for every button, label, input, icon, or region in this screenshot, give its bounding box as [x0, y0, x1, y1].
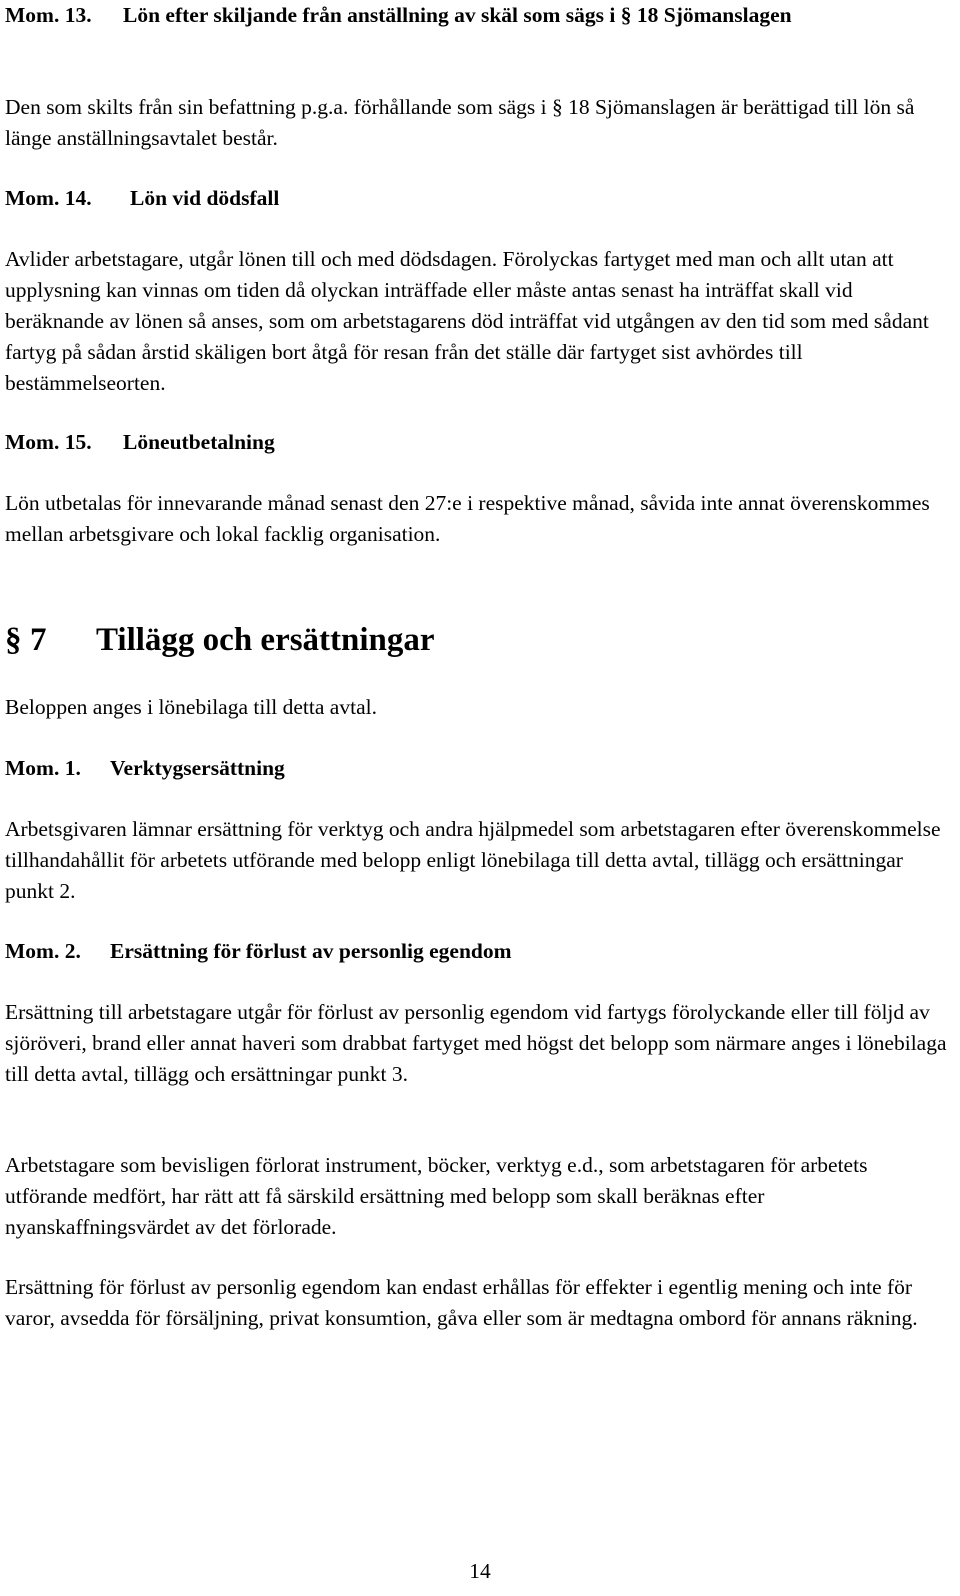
s7-mom1-heading [5, 753, 950, 784]
mom14-heading-text: Lön vid dödsfall [130, 186, 280, 210]
mom14-paragraph: Avlider arbetstagare, utgår lönen till och med dödsdagen. Förolyckas fartyget med man och allt utan att upplysning kan vinnas om tiden då olyckan inträffade eller måste antas senast ha inträffat skall vid beräknande av lönen så anses, som om arbetstagarens död inträffat vid utgången av den tid som med sådant fartyg på sådan årstid skäligen bort åtgå för resan från det ställe där fartyget sist avhördes till bestämmelseorten. [5, 247, 929, 395]
section-number: 7 [30, 622, 47, 658]
s7-mom2-paragraph-3: Ersättning för förlust av personlig egendom kan endast erhållas för effekter i egentlig mening och inte för varor, avsedda för försäljning, privat konsumtion, gåva eller som är medtagna ombord för annans räkning. [5, 1275, 918, 1330]
mom13-heading-number: Mom. 13. [5, 3, 92, 27]
section-7-heading [5, 620, 950, 660]
mom13-heading [5, 0, 950, 31]
s7-mom2-paragraph-2: Arbetstagare som bevisligen förlorat instrument, böcker, verktyg e.d., som arbetstagaren för arbetets utförande medfört, har rätt att få särskild ersättning med belopp som skall beräknas efter nyanskaffningsvärdet av det förlorade. [5, 1153, 868, 1239]
s7-mom2-heading-number: Mom. 2. [5, 939, 81, 963]
s7-mom2-heading-text: Ersättning för förlust av personlig egendom [110, 939, 512, 963]
mom15-paragraph: Lön utbetalas för innevarande månad senast den 27:e i respektive månad, såvida inte annat överenskommes mellan arbetsgivare och lokal facklig organisation. [5, 491, 930, 546]
mom13-paragraph: Den som skilts från sin befattning p.g.a. förhållande som sägs i § 18 Sjömanslagen är berättigad till lön så länge anställningsavtalet består. [5, 95, 915, 150]
s7-mom1-paragraph: Arbetsgivaren lämnar ersättning för verktyg och andra hjälpmedel som arbetstagaren efter överenskommelse tillhandahållit för arbetets utförande med belopp enligt lönebilaga till detta avtal, tillägg och ersättningar punkt 2. [5, 817, 941, 903]
s7-mom1-heading-text: Verktygsersättning [110, 756, 285, 780]
section-7-intro: Beloppen anges i lönebilaga till detta avtal. [5, 695, 377, 719]
page-number: 14 [469, 1559, 491, 1583]
section-symbol: § [5, 622, 22, 658]
mom15-heading [5, 427, 950, 458]
mom15-heading-number: Mom. 15. [5, 430, 92, 454]
s7-mom2-heading [5, 936, 950, 967]
mom15-heading-text: Löneutbetalning [123, 430, 275, 454]
mom14-heading-number: Mom. 14. [5, 186, 92, 210]
mom14-heading [5, 183, 950, 214]
mom13-heading-text: Lön efter skiljande från anställning av skäl som sägs i § 18 Sjömanslagen [123, 3, 792, 27]
s7-mom2-paragraph-1: Ersättning till arbetstagare utgår för förlust av personlig egendom vid fartygs förolyckande eller till följd av sjöröveri, brand eller annat haveri som drabbat fartyget med högst det belopp som närmare anges i lönebilaga till detta avtal, tillägg och ersättningar punkt 3. [5, 1000, 947, 1086]
section-title: Tillägg och ersättningar [96, 622, 435, 658]
s7-mom1-heading-number: Mom. 1. [5, 756, 81, 780]
